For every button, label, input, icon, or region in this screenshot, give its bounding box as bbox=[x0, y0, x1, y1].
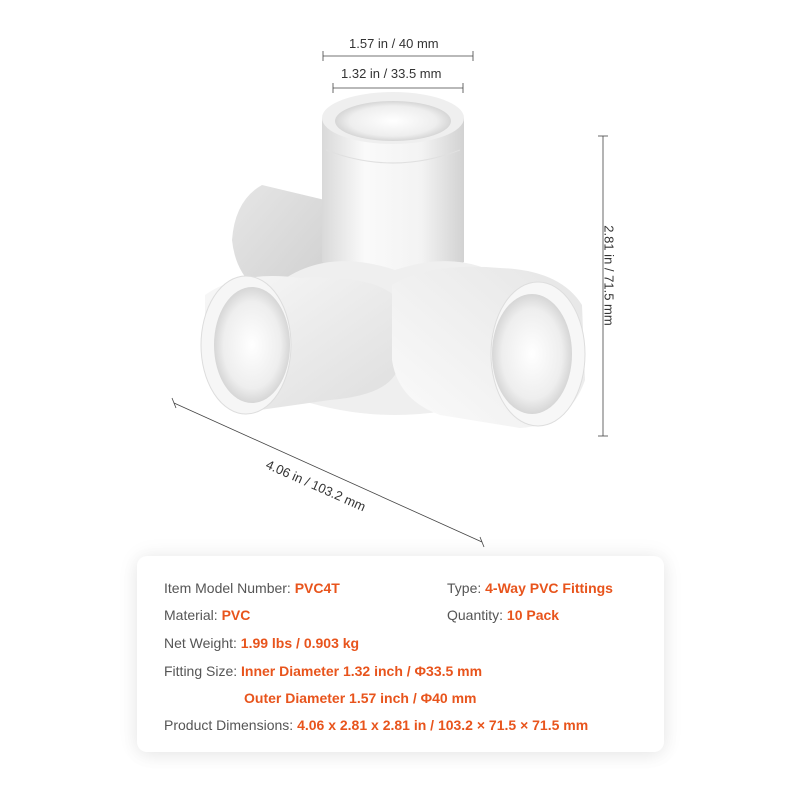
net-weight-value: 1.99 lbs / 0.903 kg bbox=[240, 635, 360, 651]
item-model-value: PVC4T bbox=[294, 580, 340, 596]
net-weight-row bbox=[164, 635, 359, 651]
quantity-value: 10 Pack bbox=[506, 607, 560, 623]
product-dims-value: 4.06 x 2.81 x 2.81 in / 103.2 × 71.5 × 71.5 mm bbox=[297, 717, 589, 733]
material-label: Material: bbox=[164, 607, 218, 623]
fitting-outer-value: Outer Diameter 1.57 inch / Φ40 mm bbox=[244, 690, 477, 706]
item-model-label: Item Model Number: bbox=[164, 580, 291, 596]
length-label: 4.06 in / 103.2 mm bbox=[263, 456, 369, 515]
quantity-row bbox=[447, 607, 559, 623]
fitting-size-row bbox=[164, 663, 482, 679]
net-weight-label: Net Weight: bbox=[164, 635, 237, 651]
quantity-label: Quantity: bbox=[447, 607, 504, 623]
outer-width-label: 1.57 in / 40 mm bbox=[349, 36, 439, 51]
material-row bbox=[164, 607, 250, 623]
item-model-row bbox=[164, 580, 340, 596]
fitting-outer-row bbox=[244, 690, 476, 706]
fitting-size-label: Fitting Size: bbox=[164, 663, 238, 679]
type-label: Type: bbox=[447, 580, 482, 596]
left-pipe-opening bbox=[214, 287, 290, 403]
top-pipe-opening bbox=[335, 101, 451, 141]
material-value: PVC bbox=[221, 607, 251, 623]
height-label: 2.81 in / 71.5 mm bbox=[601, 225, 617, 326]
product-dims-row bbox=[164, 717, 588, 733]
inner-width-label: 1.32 in / 33.5 mm bbox=[341, 66, 442, 81]
type-value: 4-Way PVC Fittings bbox=[485, 580, 613, 596]
product-dims-label: Product Dimensions: bbox=[164, 717, 294, 733]
fitting-inner-value: Inner Diameter 1.32 inch / Φ33.5 mm bbox=[241, 663, 483, 679]
type-row bbox=[447, 580, 613, 596]
right-pipe-opening bbox=[492, 294, 572, 414]
